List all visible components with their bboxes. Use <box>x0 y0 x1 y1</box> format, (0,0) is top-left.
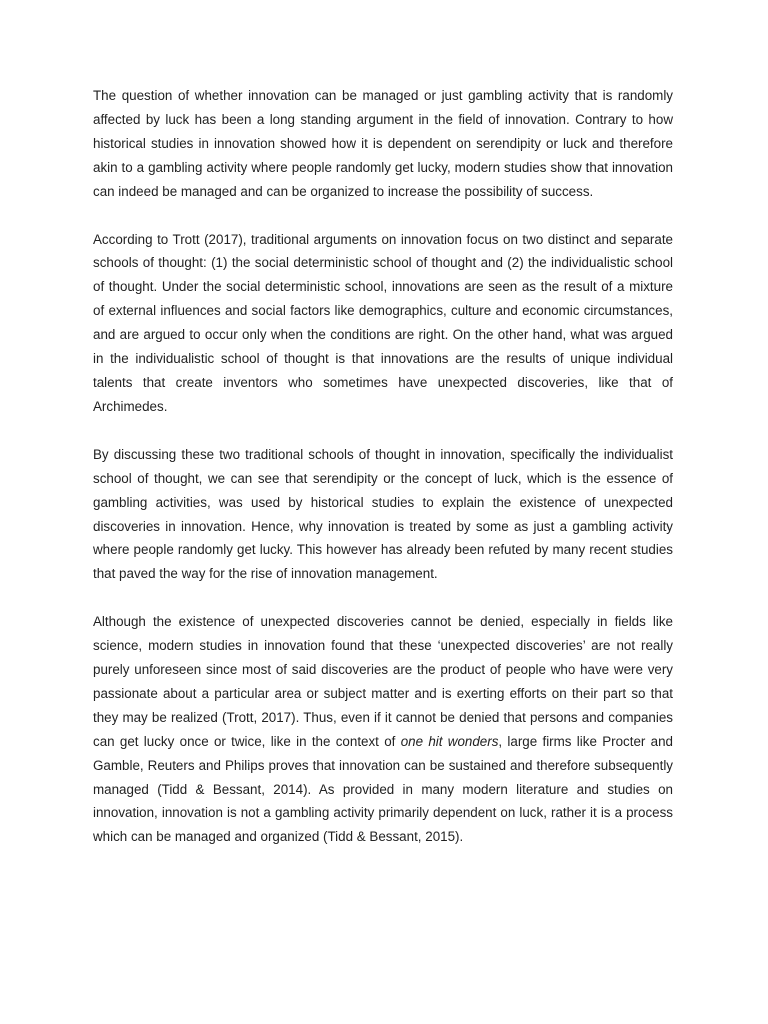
document-body <box>93 84 673 873</box>
paragraph-conclusion <box>93 610 673 849</box>
paragraph-conclusion-part-1: Although the existence of unexpected discoveries cannot be denied, especially in fields like science, modern studies in innovation found that these ‘unexpected discoveries’ are not really purely unforeseen since most of said discoveries are the product of people who have were very passionate about a particular area or subject matter and is exerting efforts on their part so that they may be realized (Trott, 2017). Thus, even if it cannot be denied that persons and companies can get lucky once or twice, like in the context of <box>93 614 673 749</box>
paragraph-intro: The question of whether innovation can be managed or just gambling activity that is randomly affected by luck has been a long standing argument in the field of innovation. Contrary to how historical studies in innovation showed how it is dependent on serendipity or luck and therefore akin to a gambling activity where people randomly get lucky, modern studies show that innovation can indeed be managed and can be organized to increase the possibility of success. <box>93 88 673 199</box>
one-hit-wonders-term: one hit wonders <box>400 733 499 749</box>
paragraph-schools-of-thought: According to Trott (2017), traditional arguments on innovation focus on two distinct and separate schools of thought: (1) the social deterministic school of thought and (2) the individualistic school of thought. Under the social deterministic school, innovations are seen as the result of a mixture of external influences and social factors like demographics, culture and economic circumstances, and are argued to occur only when the conditions are right. On the other hand, what was argued in the individualistic school of thought is that innovations are the results of unique individual talents that create inventors who sometimes have unexpected discoveries, like that of Archimedes. <box>93 231 673 414</box>
paragraph-serendipity: By discussing these two traditional schools of thought in innovation, specifically the individualist school of thought, we can see that serendipity or the concept of luck, which is the essence of gambling activities, was used by historical studies to explain the existence of unexpected discoveries in innovation. Hence, why innovation is treated by some as just a gambling activity where people randomly get lucky. This however has already been refuted by many recent studies that paved the way for the rise of innovation management. <box>93 446 673 582</box>
paragraph-conclusion-part-2: , large firms like Procter and Gamble, Reuters and Philips proves that innovation can be sustained and therefore subsequently managed (Tidd & Bessant, 2014). As provided in many modern literature and studies on innovation, innovation is not a gambling activity primarily dependent on luck, rather it is a process which can be managed and organized (Tidd & Bessant, 2015). <box>93 733 673 845</box>
